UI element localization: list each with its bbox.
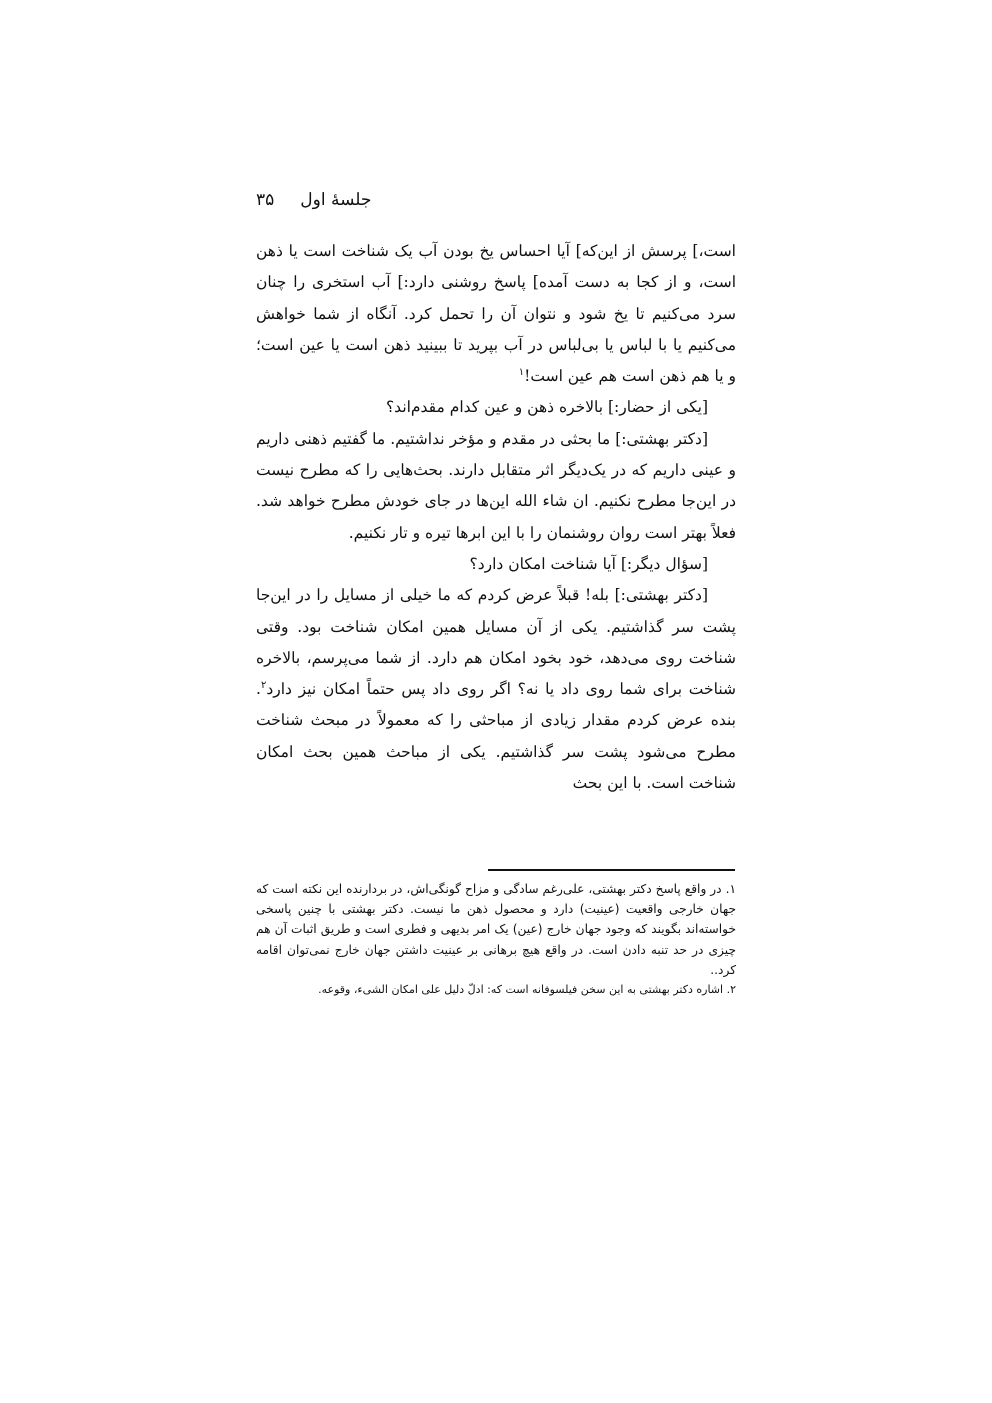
running-head	[256, 190, 736, 210]
footnote-mark: ۲	[260, 680, 267, 691]
footnote: ۲. اشاره دکتر بهشتی به این سخن فیلسوفانه است که: ادلّ دلیل علی امکان الشیء، وقوعه.	[318, 983, 736, 997]
footnote-divider	[488, 869, 735, 871]
chapter-title: جلسۀ اول	[300, 190, 372, 210]
page-number: ۳۵	[256, 190, 275, 210]
paragraph-text: [دکتر بهشتی:] بله! قبلاً عرض کردم که ما خیلی از مسایل را در این‌جا پشت سر گذاشتیم. یکی از آن مسایل همین امکان شناخت بود. وقتی شناخت روی می‌دهد، خود بخود امکان هم دارد. از شما می‌پرسم، بالاخره شناخت برای شما روی داد یا نه؟ اگر روی داد پس حتماً امکان نیز دارد	[256, 586, 736, 699]
paragraph	[256, 580, 736, 799]
paragraph	[256, 236, 736, 392]
paragraph: [دکتر بهشتی:] ما بحثی در مقدم و مؤخر نداشتیم. ما گفتیم ذهنی داریم و عینی داریم که در یک‌دیگر اثر متقابل دارند. بحث‌هایی را که مطرح نیست در این‌جا مطرح نکنیم. ان شاء الله این‌ها در جای خودش مطرح خواهد شد. فعلاً بهتر است روان روشنمان را با این ابرها تیره و تار نکنیم.	[256, 429, 736, 542]
footnote-mark: ۱	[518, 367, 525, 379]
footnotes	[256, 879, 736, 1000]
paragraph-text: . بنده عرض کردم مقدار زیادی از مباحثی را که معمولاً در مبحث شناخت مطرح می‌شود پشت سر گذاشتیم. یکی از مباحث همین بحث امکان شناخت است. با این بحث	[256, 680, 736, 793]
paragraph: [سؤال دیگر:] آیا شناخت امکان دارد؟	[469, 554, 708, 573]
footnote: ۱. در واقع پاسخ دکتر بهشتی، علی‌رغم سادگی و مزاح گونگی‌اش، در بردارنده این نکته است که جهان خارجی واقعیت (عینیت) دارد و محصول ذهن ما نیست. دکتر بهشتی با چنین پاسخی خواسته‌اند بگویند که وجود جهان خارج (عین) یک امر بدیهی و فطری است و طریق اثبات آن هم چیزی در حد تنبه دادن است. در واقع هیچ برهانی بر عینیت داشتن جهان خارج نمی‌توان اقامه کرد..	[256, 882, 736, 977]
body-text	[256, 236, 736, 799]
paragraph-text: است،] پرسش از این‌که] آیا احساس یخ بودن آب یک شناخت است یا ذهن است، و از کجا به دست آمده] پاسخ روشنی دارد:] آب استخری را چنان سرد می‌کنیم تا یخ شود و نتوان آن را تحمل کرد. آنگاه از شما خواهش می‌کنیم یا با لباس یا بی‌لباس در آب بپرید تا ببینید ذهن است یا عین است؛ و یا هم ذهن است هم عین است!	[256, 242, 736, 386]
paragraph: [یکی از حضار:] بالاخره ذهن و عین کدام مقدم‌اند؟	[385, 398, 708, 417]
